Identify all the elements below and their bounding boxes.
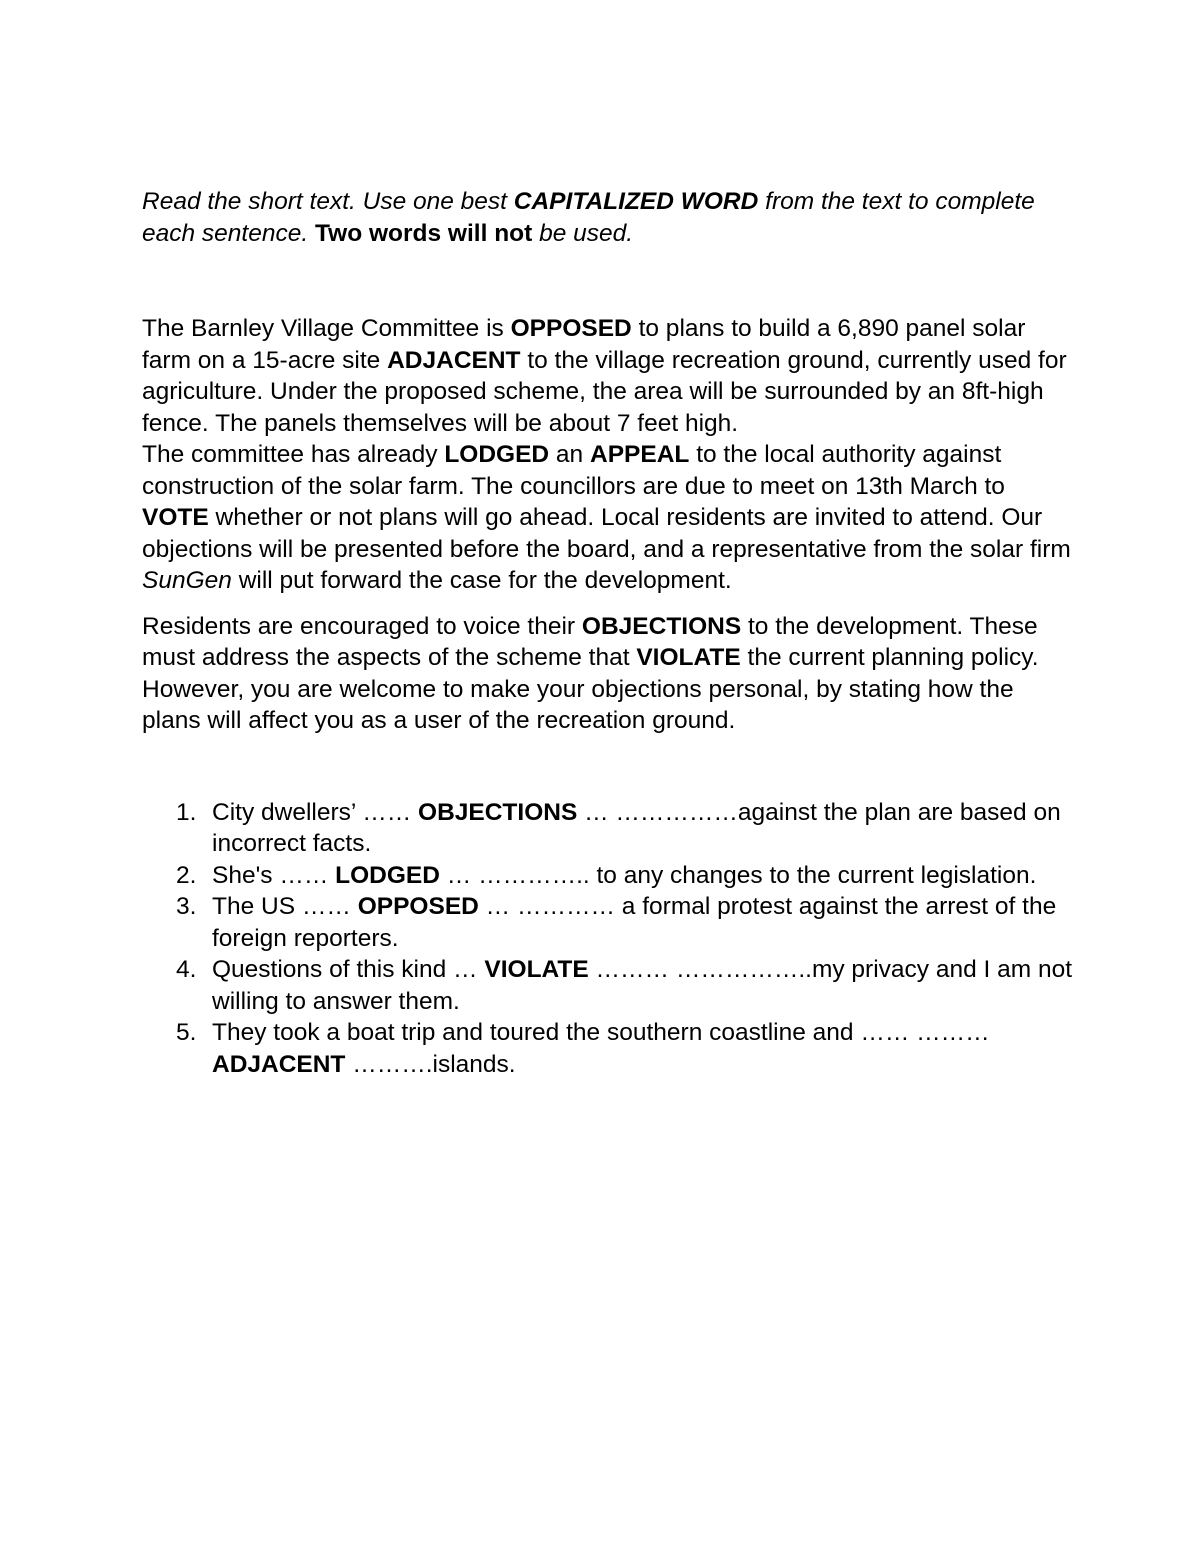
answer-word: ADJACENT — [212, 1050, 346, 1078]
question-item — [176, 797, 1077, 860]
passage-text: The committee has already — [142, 441, 445, 468]
question-list — [142, 797, 1077, 1081]
question-text: They took a boat trip and toured the southern coastline and …… ……… — [212, 1019, 990, 1046]
question-number: 5. — [176, 1019, 197, 1046]
question-text: She's …… — [212, 861, 336, 889]
instructions — [142, 186, 1077, 249]
passage-text: to plans to build a 6,890 panel solar farm on a 15-acre site — [142, 315, 1026, 374]
capitalized-word: ADJACENT — [387, 346, 521, 374]
passage-paragraph-3 — [142, 611, 1077, 737]
instructions-text: Read the short text. Use one best — [142, 188, 514, 215]
question-text: ……….islands. — [345, 1050, 516, 1078]
capitalized-word: VOTE — [142, 504, 209, 531]
capitalized-word: OPPOSED — [510, 315, 632, 342]
passage-text: Residents are encouraged to voice their — [142, 612, 582, 640]
question-text: … ……………against the plan are based on incorrect facts. — [212, 798, 1061, 857]
capitalized-word: OBJECTIONS — [581, 612, 742, 640]
answer-word: LODGED — [335, 861, 440, 889]
passage-text: The Barnley Village Committee is — [142, 315, 511, 342]
capitalized-word: APPEAL — [590, 441, 690, 468]
passage-text: will put forward the case for the development. — [231, 567, 732, 594]
firm-name: SunGen — [142, 567, 232, 594]
question-text: The US …… — [212, 893, 358, 920]
passage-paragraph-1 — [142, 313, 1077, 439]
passage-text: to the local authority against construction of the solar farm. The councillors are due to meet on 13th March to — [142, 441, 1005, 500]
capitalized-word: VIOLATE — [636, 644, 741, 671]
passage-paragraph-2 — [142, 439, 1077, 597]
question-text: … ………… a formal protest against the arrest of the foreign reporters. — [212, 893, 1057, 952]
question-item — [176, 891, 1077, 954]
question-number: 4. — [176, 956, 197, 983]
passage-text: whether or not plans will go ahead. Local residents are invited to attend. Our objections will be presented before the board, and a representative from the solar firm — [142, 504, 1071, 563]
question-item — [176, 1017, 1077, 1080]
answer-word: VIOLATE — [484, 956, 589, 983]
question-text: ……… ……………..my privacy and I am not willing to answer them. — [212, 956, 1073, 1015]
instructions-emphasis: CAPITALIZED WORD — [513, 188, 759, 215]
passage-text: the current planning policy. However, you are welcome to make your objections personal, by stating how the plans will affect you as a user of the recreation ground. — [142, 644, 1039, 734]
question-item — [176, 954, 1077, 1017]
capitalized-word: LODGED — [444, 441, 550, 468]
passage-text: an — [549, 441, 590, 468]
passage-text: to the village recreation ground, currently used for agriculture. Under the proposed scheme, the area will be surrounded by an 8ft-high fence. The panels themselves will be about 7 feet high. — [142, 346, 1067, 437]
answer-word: OPPOSED — [357, 893, 479, 920]
instructions-text: be used. — [532, 219, 634, 247]
question-text: Questions of this kind … — [212, 956, 485, 983]
question-text: City dwellers’ …… — [212, 798, 419, 826]
question-number: 1. — [176, 798, 197, 826]
passage-text: to the development. These must address the aspects of the scheme that — [142, 612, 1038, 671]
answer-word: OBJECTIONS — [418, 798, 578, 826]
question-text: … ………….. to any changes to the current legislation. — [439, 861, 1037, 889]
question-item — [176, 860, 1077, 892]
question-number: 2. — [176, 861, 197, 889]
instructions-text: from the text to complete each sentence. — [142, 188, 1035, 247]
question-number: 3. — [176, 893, 197, 920]
instructions-emphasis: Two words will not — [314, 219, 533, 247]
worksheet — [142, 186, 1077, 1080]
